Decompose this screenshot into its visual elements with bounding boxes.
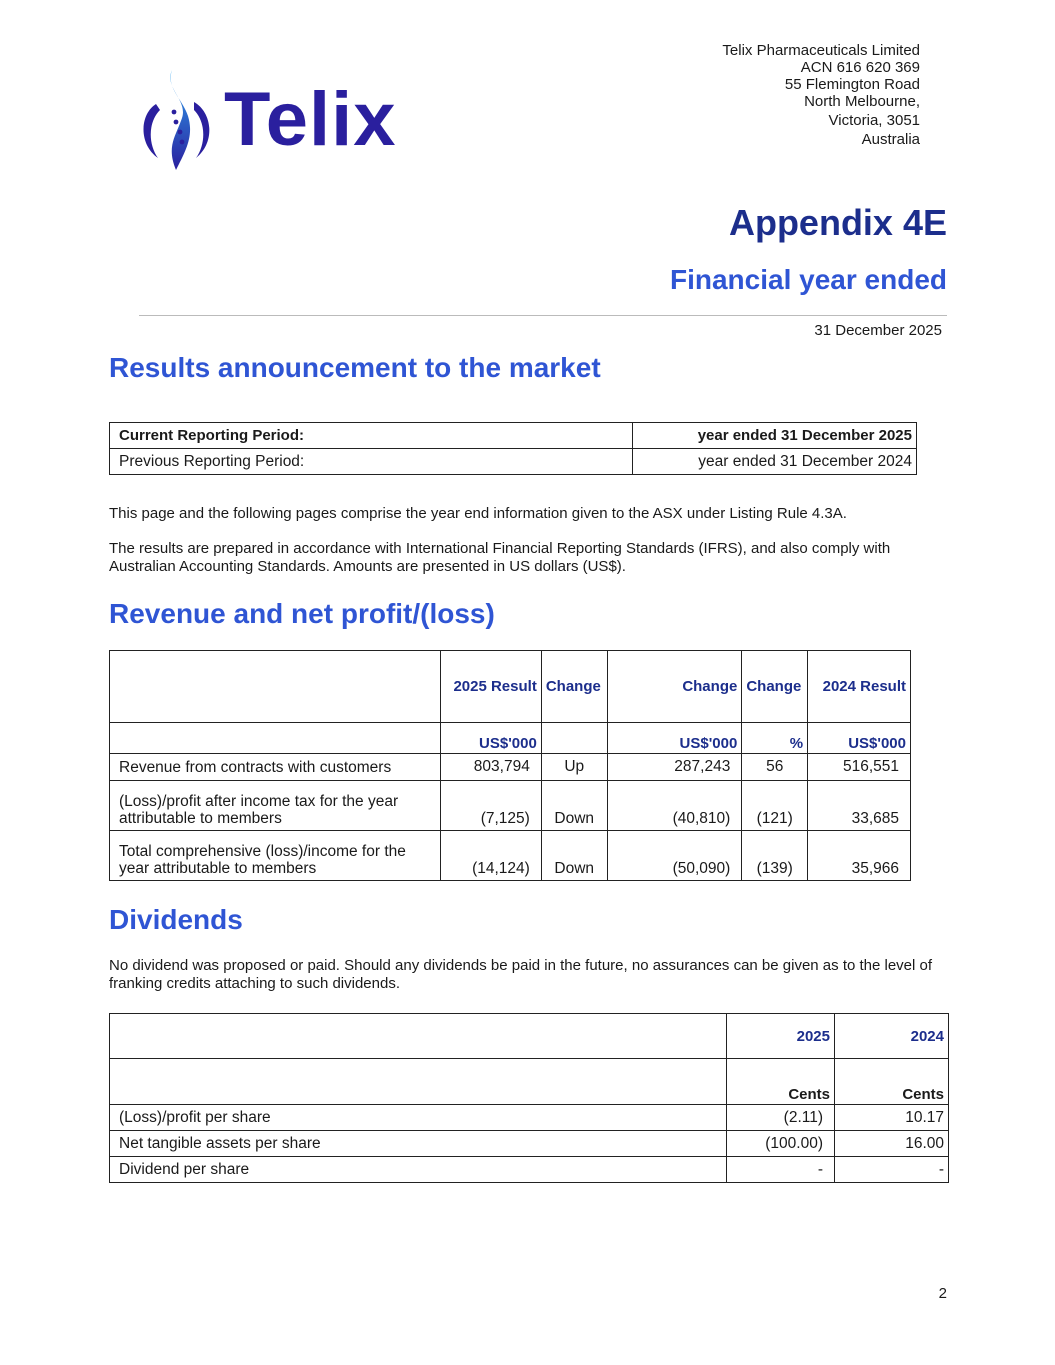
change-percent: (139) <box>742 831 808 881</box>
header-divider <box>139 315 947 316</box>
value-2024: - <box>835 1157 949 1183</box>
change-direction: Up <box>541 754 607 781</box>
value-2024: 10.17 <box>835 1105 949 1131</box>
telix-helix-icon <box>136 66 220 172</box>
row-label: Total comprehensive (loss)/income for the year attributable to members <box>110 831 441 881</box>
reporting-period-table <box>109 422 917 475</box>
value-2025: 803,794 <box>441 754 542 781</box>
company-logo <box>136 66 396 172</box>
table-row <box>110 831 911 881</box>
address-line: Australia <box>861 131 920 148</box>
unit-cell: US$'000 <box>441 723 542 754</box>
period-label: Current Reporting Period: <box>110 423 633 449</box>
dividends-paragraph: No dividend was proposed or paid. Should any dividends be paid in the future, no assurances can be given as to the level of franking credits attaching to such dividends. <box>109 957 933 992</box>
value-2025: (14,124) <box>441 831 542 881</box>
dividends-table <box>109 1013 949 1183</box>
value-2025: (7,125) <box>441 781 542 831</box>
period-value: year ended 31 December 2025 <box>633 423 917 449</box>
address-line: 55 Flemington Road <box>784 76 920 93</box>
column-header: Change <box>607 651 742 723</box>
revenue-table <box>109 650 911 881</box>
value-2024: 35,966 <box>808 831 911 881</box>
value-2025: (100.00) <box>727 1131 835 1157</box>
change-percent: 56 <box>742 754 808 781</box>
row-label: Dividend per share <box>110 1157 727 1183</box>
row-label: (Loss)/profit after income tax for the year attributable to members <box>110 781 441 831</box>
value-2024: 33,685 <box>808 781 911 831</box>
blank-cell <box>110 1059 727 1105</box>
column-header: 2024 <box>835 1014 949 1059</box>
column-header: Change <box>541 651 607 723</box>
column-header: 2025 Result <box>441 651 542 723</box>
table-header-row <box>110 1014 949 1059</box>
row-label: Revenue from contracts with customers <box>110 754 441 781</box>
table-row <box>110 1131 949 1157</box>
unit-cell: % <box>742 723 808 754</box>
company-address <box>722 42 920 148</box>
change-amount: (50,090) <box>607 831 742 881</box>
change-direction: Down <box>541 831 607 881</box>
ifrs-paragraph: The results are prepared in accordance with International Financial Reporting Standards (IFRS), and also comply with Australian Accounting Standards. Amounts are presented in US dollars (US$). <box>109 540 891 575</box>
logo-wordmark: Telix <box>224 77 397 162</box>
unit-cell: US$'000 <box>808 723 911 754</box>
column-header: Change <box>742 651 808 723</box>
column-header: 2024 Result <box>808 651 911 723</box>
table-row <box>110 423 917 449</box>
value-2025: - <box>727 1157 835 1183</box>
value-2025: (2.11) <box>727 1105 835 1131</box>
document-subtitle: Financial year ended <box>670 264 947 295</box>
column-header: 2025 <box>727 1014 835 1059</box>
table-units-row <box>110 1059 949 1105</box>
document-title: Appendix 4E <box>728 202 947 243</box>
table-row <box>110 754 911 781</box>
address-line: Victoria, 3051 <box>828 112 920 129</box>
change-percent: (121) <box>742 781 808 831</box>
row-label: Net tangible assets per share <box>110 1131 727 1157</box>
listing-rule-paragraph: This page and the following pages comprise the year end information given to the ASX under Listing Rule 4.3A. <box>109 505 847 522</box>
address-line: ACN 616 620 369 <box>800 59 920 76</box>
table-header-row <box>110 651 911 723</box>
blank-cell <box>110 651 441 723</box>
unit-cell <box>541 723 607 754</box>
value-2024: 516,551 <box>808 754 911 781</box>
page-number: 2 <box>938 1285 947 1302</box>
table-units-row <box>110 723 911 754</box>
unit-cell: US$'000 <box>607 723 742 754</box>
value-2024: 16.00 <box>835 1131 949 1157</box>
change-direction: Down <box>541 781 607 831</box>
period-end-date: 31 December 2025 <box>814 322 942 339</box>
table-row <box>110 1105 949 1131</box>
table-row <box>110 781 911 831</box>
period-value: year ended 31 December 2024 <box>633 449 917 475</box>
period-label: Previous Reporting Period: <box>110 449 633 475</box>
table-row <box>110 1157 949 1183</box>
address-line: Telix Pharmaceuticals Limited <box>722 42 920 59</box>
change-amount: (40,810) <box>607 781 742 831</box>
table-row <box>110 449 917 475</box>
blank-cell <box>110 723 441 754</box>
revenue-heading: Revenue and net profit/(loss) <box>109 598 495 629</box>
row-label: (Loss)/profit per share <box>110 1105 727 1131</box>
dividends-heading: Dividends <box>109 904 243 935</box>
blank-cell <box>110 1014 727 1059</box>
address-line: North Melbourne, <box>804 93 920 110</box>
results-heading: Results announcement to the market <box>109 352 601 383</box>
unit-cell: Cents <box>835 1059 949 1105</box>
unit-cell: Cents <box>727 1059 835 1105</box>
change-amount: 287,243 <box>607 754 742 781</box>
